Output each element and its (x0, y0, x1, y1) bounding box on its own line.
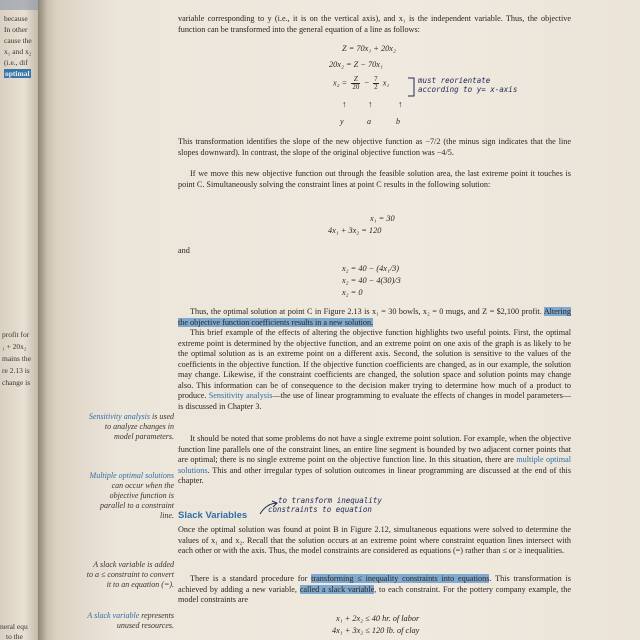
paragraph-optimal (178, 307, 571, 328)
section-title-slack: Slack Variables (178, 510, 248, 521)
margin-term: A slack variable (93, 560, 146, 569)
left-line-highlighted: optimal (5, 69, 30, 78)
left-line: cause the (4, 36, 32, 45)
handwritten-bracket (406, 76, 418, 98)
effects-text-2: —the use of linear programming to evaluate the effects of changes in model parameters—is discussed in Chapter 3. (178, 391, 571, 411)
eq-lhs: x₂ = (333, 78, 348, 88)
arrow-b: ↑ (398, 99, 403, 109)
left-line: ₁ + 20x₂ (2, 342, 27, 351)
term-sensitivity-analysis: Sensitivity analysis (208, 391, 273, 400)
equation-labor: x₁ + 2x₂ ≤ 40 hr. of labor (336, 614, 420, 623)
left-line: (i.e., dif (4, 58, 28, 67)
paragraph-effects (178, 328, 571, 412)
handwritten-note: must reorientate (418, 76, 491, 85)
margin-term: Multiple optimal solutions (89, 471, 174, 480)
margin-text: can occur when the objective function is parallel to a constraint line. (100, 481, 174, 520)
margin-text: represents unused resources. (116, 611, 174, 630)
equation-x2-3: x₂ = 0 (342, 288, 363, 297)
frac-num: Z (351, 76, 360, 84)
left-line: mains the (2, 354, 31, 363)
frac-num: 7 (374, 75, 378, 83)
procedure-text-2: . This transformation is achieved by adding a new variable, (178, 574, 571, 594)
frac-den: 20 (352, 83, 360, 91)
margin-term: Sensitivity analysis (88, 412, 150, 421)
left-line: re 2.13 is (2, 366, 30, 375)
term-multiple-optimal: multiple optimal solutions (178, 455, 571, 475)
left-line: profit for (2, 330, 30, 339)
equation-x2-2: x₂ = 40 − 4(30)/3 (342, 276, 401, 285)
left-line: change is (2, 378, 31, 387)
equation-x1: x₁ = 30 (370, 214, 395, 223)
margin-note-slack-add (86, 560, 174, 590)
paragraph-procedure (178, 574, 571, 606)
margin-note-multiple (86, 471, 174, 521)
label-y: y (340, 117, 344, 126)
left-line: to the (6, 632, 23, 640)
procedure-text: There is a standard procedure for (190, 574, 308, 583)
multiple-text: It should be noted that some problems do not have a single extreme point solution. For example, when the objective function line parallels one of the constraint lines, an entire line segment is bounded by two adjacent corner points that are optimal; there is no single extreme point on the objective function line. In this situation, there are (178, 434, 571, 464)
fraction-z-20 (351, 76, 360, 91)
paragraph-move-objective: If we move this new objective function out through the feasible solution area, the last extreme point it touches is point C. Simultaneously solving the constraint lines at point C results in the following solution: (178, 169, 571, 189)
page-corner-tab (0, 0, 40, 10)
margin-note-sensitivity (86, 412, 174, 442)
optimal-text: Thus, the optimal solution at point C in Figure 2.13 is x₁ = 30 bowls, x₂ = 0 mugs, and Z = $2,100 profit. (190, 307, 542, 316)
frac-den: 2 (374, 83, 378, 91)
eq-x1: x₁ (382, 78, 390, 88)
highlight-slack-variable: called a slack variable (299, 584, 375, 594)
paragraph-multiple (178, 434, 571, 487)
left-page-fragment (0, 0, 40, 640)
left-line: because (4, 14, 28, 23)
handwritten-note: constraints to equation (268, 505, 372, 514)
margin-text: is used to analyze changes in model parameters. (104, 412, 174, 441)
procedure-text-3: , to each constraint. For the pottery company example, the model constraints are (178, 584, 571, 604)
paragraph-slack-intro: Once the optimal solution was found at point B in Figure 2.12, simultaneous equations were solved to determine the values of x₁ and x₂. Recall that the solution occurs at an extreme point where constraint equation lines intersect with each other or with the axis. Thus, the model constraints are considered as equations (=) rather than ≤ or ≥ inequalities. (178, 525, 571, 555)
arrow-a: ↑ (368, 99, 373, 109)
margin-note-slack-unused (86, 611, 174, 631)
handwritten-note: according to y= x-axis (418, 85, 518, 94)
equation-x2-1: x₂ = 40 − (4x₁/3) (342, 264, 400, 273)
intro-paragraph: variable corresponding to y (i.e., it is on the vertical axis), and x₁ is the independent variable. Thus, the objective function can be transformed into the general equation of a line as follows: (178, 14, 571, 34)
effects-text: This brief example of the effects of altering the objective function highlights two useful points. First, the optimal extreme point is determined by the objective function, and an extreme point on one axis of the graph is as likely to be the optimal solution as is an extreme point on a different axis. Second, the solution is sensitive to the values of the coefficients in the objective function. If the objective function coefficients are changed, as in our example, the solution may change. Likewise, if the constraint coefficients are changed, the solution space and solution points may change also. This information can be of consequence to the decision maker trying to determine how much of a product to produce. (178, 328, 571, 400)
left-line: neral equ (0, 622, 28, 631)
highlight-transforming: transforming ≤ inequality constraints into equations (311, 574, 490, 583)
highlight-altering: Altering the objective function coefficients results in a new solution. (178, 307, 571, 327)
and-label: and (178, 246, 190, 255)
equation-clay-constraint: 4x₁ + 3x₂ ≤ 120 lb. of clay (332, 626, 420, 635)
arrow-y: ↑ (342, 99, 347, 109)
minus-sign: − (364, 78, 370, 88)
equation-objective: Z = 70x₁ + 20x₂ (342, 44, 396, 53)
margin-text: is added to a ≤ constraint to convert it to an equation (=). (86, 560, 174, 589)
label-a: a (367, 117, 371, 126)
equation-clay: 4x₁ + 3x₂ = 120 (328, 226, 382, 235)
margin-term: A slack variable (87, 611, 140, 620)
multiple-text-2: . This and other irregular types of solution outcomes in linear programming are discussed at the end of this chapter. (178, 465, 571, 485)
paragraph-slope: This transformation identifies the slope of the new objective function as −7/2 (the minus sign indicates that the line slopes downward). In contrast, the slope of the original objective function was −4/5. (178, 137, 571, 157)
equation-slope-intercept (333, 76, 389, 91)
fraction-7-2 (373, 76, 379, 91)
left-line: In other (4, 25, 28, 34)
label-b: b (396, 117, 400, 126)
equation-rearranged: 20x₂ = Z − 70x₁ (329, 60, 383, 69)
handwritten-note: to transform inequality (278, 496, 382, 505)
left-line: x₁ and x₂ (4, 47, 32, 56)
